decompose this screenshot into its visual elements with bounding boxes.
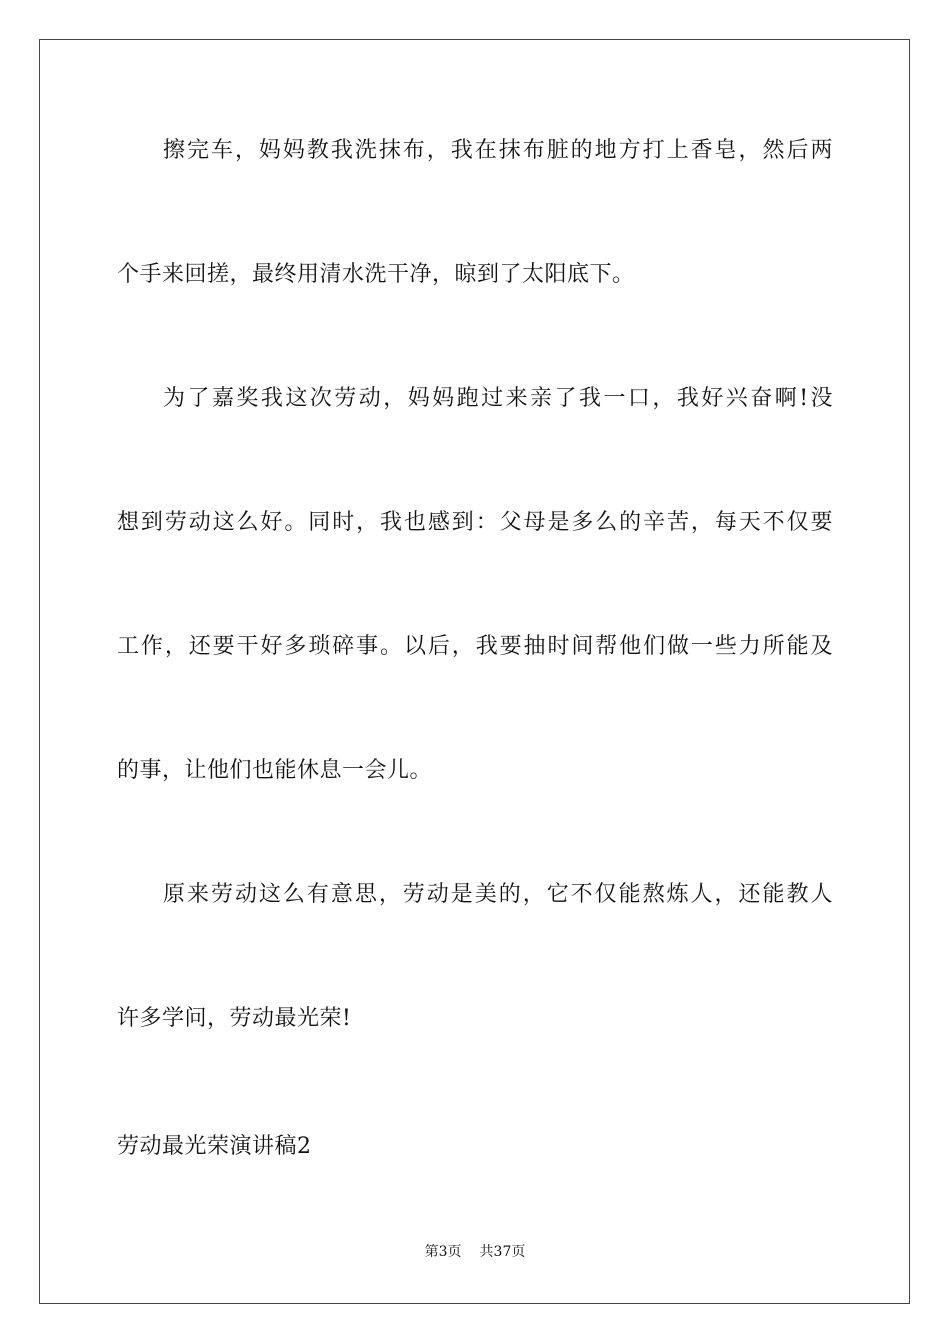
paragraph-3-line-1: 原来劳动这么有意思，劳动是美的，它不仅能熬炼人，还能教人	[163, 882, 833, 907]
page-number: 第3页	[424, 1244, 462, 1260]
paragraph-2-line-2: 想到劳动这么好。同时，我也感到：父母是多么的辛苦，每天不仅要	[117, 510, 833, 535]
page-frame	[39, 39, 910, 1304]
section-heading: 劳动最光荣演讲稿2	[117, 1134, 312, 1159]
paragraph-2-line-4: 的事，让他们也能休息一会儿。	[117, 758, 433, 783]
total-pages: 共37页	[479, 1244, 526, 1260]
paragraph-2-line-1: 为了嘉奖我这次劳动，妈妈跑过来亲了我一口，我好兴奋啊!没	[163, 386, 833, 411]
paragraph-1-line-2: 个手来回搓，最终用清水洗干净，晾到了太阳底下。	[117, 262, 635, 287]
paragraph-1-line-1: 擦完车，妈妈教我洗抹布，我在抹布脏的地方打上香皂，然后两	[163, 138, 833, 163]
page-footer	[0, 1243, 950, 1261]
paragraph-2-line-3: 工作，还要干好多琐碎事。以后，我要抽时间帮他们做一些力所能及	[117, 634, 833, 659]
paragraph-3-line-2: 许多学问，劳动最光荣!	[117, 1006, 352, 1031]
